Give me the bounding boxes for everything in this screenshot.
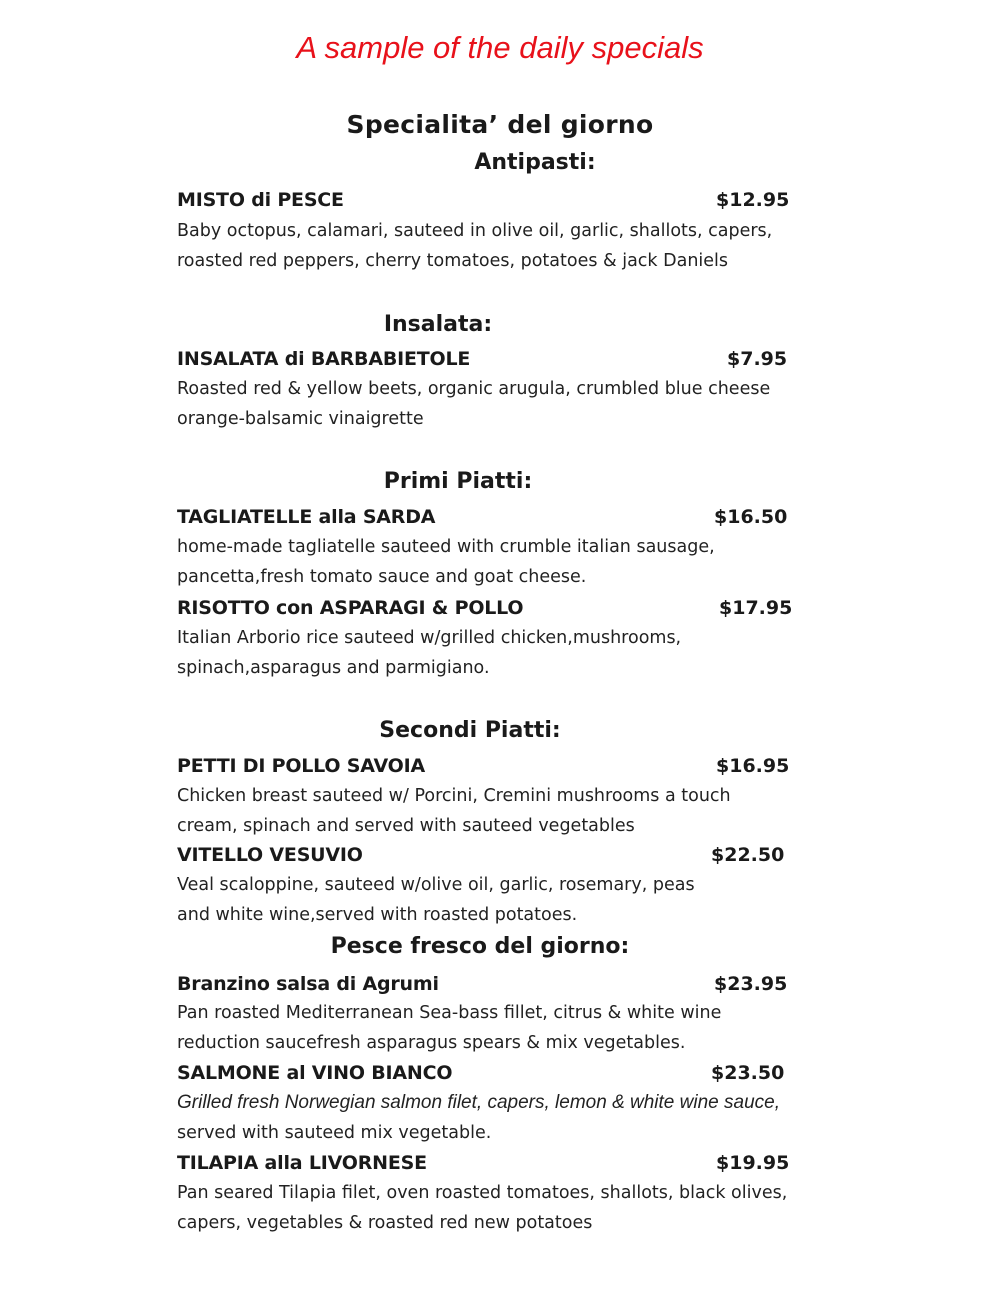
menu-title: Specialita’ del giorno bbox=[346, 110, 654, 139]
daily-specials-banner: A sample of the daily specials bbox=[296, 30, 704, 65]
description-line: Pan seared Tilapia filet, oven roasted tomatoes, shallots, black olives, bbox=[177, 1183, 788, 1203]
description-line: Veal scaloppine, sauteed w/olive oil, garlic, rosemary, peas bbox=[177, 875, 695, 895]
description-line: Roasted red & yellow beets, organic arugula, crumbled blue cheese bbox=[177, 379, 771, 399]
item-name-tilapia-alla-livornese: TILAPIA alla LIVORNESE bbox=[177, 1152, 427, 1174]
section-heading-secondi-piatti: Secondi Piatti: bbox=[379, 718, 561, 743]
item-price-risotto-con-asparagi-pollo: $17.95 bbox=[719, 597, 793, 619]
item-name-branzino-salsa-di-agrumi: Branzino salsa di Agrumi bbox=[177, 973, 439, 995]
description-line: capers, vegetables & roasted red new potatoes bbox=[177, 1213, 593, 1233]
item-price-petti-di-pollo-savoia: $16.95 bbox=[716, 755, 790, 777]
item-name-petti-di-pollo-savoia: PETTI DI POLLO SAVOIA bbox=[177, 755, 425, 777]
item-name-risotto-con-asparagi-pollo: RISOTTO con ASPARAGI & POLLO bbox=[177, 597, 524, 619]
item-price-vitello-vesuvio: $22.50 bbox=[711, 844, 785, 866]
description-line: served with sauteed mix vegetable. bbox=[177, 1123, 492, 1143]
description-line: orange-balsamic vinaigrette bbox=[177, 409, 424, 429]
item-description-salmone-al-vino-bianco bbox=[177, 1088, 827, 1148]
item-description-tagliatelle-alla-sarda bbox=[177, 532, 827, 592]
description-line: Grilled fresh Norwegian salmon filet, capers, lemon & white wine sauce, bbox=[177, 1092, 780, 1113]
section-heading-primi-piatti: Primi Piatti: bbox=[383, 469, 533, 494]
item-price-branzino-salsa-di-agrumi: $23.95 bbox=[714, 973, 788, 995]
description-line: Chicken breast sauteed w/ Porcini, Cremini mushrooms a touch bbox=[177, 786, 731, 806]
description-line: spinach,asparagus and parmigiano. bbox=[177, 658, 490, 678]
description-line: pancetta,fresh tomato sauce and goat cheese. bbox=[177, 567, 587, 587]
item-name-insalata-di-barbabietole: INSALATA di BARBABIETOLE bbox=[177, 348, 471, 370]
description-line: Baby octopus, calamari, sauteed in olive oil, garlic, shallots, capers, bbox=[177, 221, 773, 241]
section-heading-insalata: Insalata: bbox=[383, 312, 493, 337]
item-description-risotto-con-asparagi-pollo bbox=[177, 623, 827, 683]
item-price-tilapia-alla-livornese: $19.95 bbox=[716, 1152, 790, 1174]
description-line: reduction saucefresh asparagus spears & mix vegetables. bbox=[177, 1033, 686, 1053]
item-description-branzino-salsa-di-agrumi bbox=[177, 998, 827, 1058]
description-line: home-made tagliatelle sauteed with crumble italian sausage, bbox=[177, 537, 715, 557]
description-line: Pan roasted Mediterranean Sea-bass fillet, citrus & white wine bbox=[177, 1003, 722, 1023]
description-line: Italian Arborio rice sauteed w/grilled chicken,mushrooms, bbox=[177, 628, 682, 648]
item-price-misto-di-pesce: $12.95 bbox=[716, 189, 790, 211]
item-name-tagliatelle-alla-sarda: TAGLIATELLE alla SARDA bbox=[177, 506, 436, 528]
description-line: roasted red peppers, cherry tomatoes, potatoes & jack Daniels bbox=[177, 251, 729, 271]
description-line: cream, spinach and served with sauteed vegetables bbox=[177, 816, 635, 836]
item-name-vitello-vesuvio: VITELLO VESUVIO bbox=[177, 844, 363, 866]
item-name-misto-di-pesce: MISTO di PESCE bbox=[177, 189, 344, 211]
item-name-salmone-al-vino-bianco: SALMONE al VINO BIANCO bbox=[177, 1062, 453, 1084]
item-description-vitello-vesuvio bbox=[177, 870, 827, 930]
item-price-insalata-di-barbabietole: $7.95 bbox=[727, 348, 788, 370]
description-line: and white wine,served with roasted potatoes. bbox=[177, 905, 578, 925]
section-heading-antipasti: Antipasti: bbox=[474, 150, 596, 175]
item-description-insalata-di-barbabietole bbox=[177, 374, 827, 434]
item-description-misto-di-pesce bbox=[177, 216, 827, 276]
item-description-petti-di-pollo-savoia bbox=[177, 781, 827, 841]
item-price-tagliatelle-alla-sarda: $16.50 bbox=[714, 506, 788, 528]
item-description-tilapia-alla-livornese bbox=[177, 1178, 827, 1238]
section-heading-pesce-fresco: Pesce fresco del giorno: bbox=[330, 934, 630, 959]
item-price-salmone-al-vino-bianco: $23.50 bbox=[711, 1062, 785, 1084]
